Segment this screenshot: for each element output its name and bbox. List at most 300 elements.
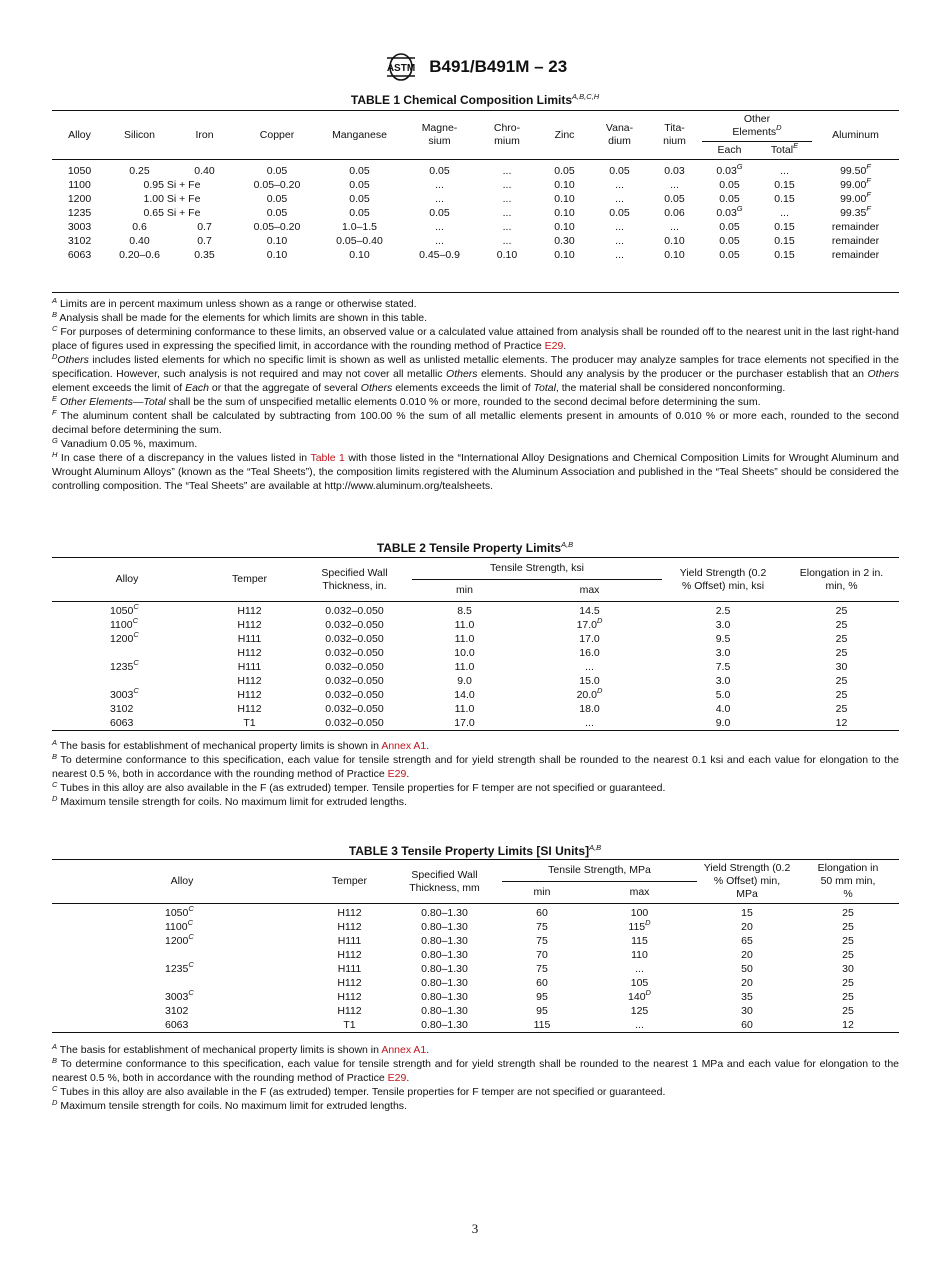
t1-cell-manganese: 0.05 [349, 165, 370, 177]
t3-header-elongation: Elongation in 50 mm min, % [797, 860, 899, 904]
t1-cell-silicon: 0.25 [129, 165, 150, 177]
table1-bottom-rule [52, 292, 899, 293]
t1-header-magnesium: Magne-sium [402, 111, 477, 160]
t1-cell-chromium: ... [502, 207, 512, 219]
t2-cell-elong: 25 [835, 605, 848, 617]
t1-cell-silicon: 0.40 [129, 235, 150, 247]
t1-cell-iron: 0.40 [194, 165, 215, 177]
t1-cell-manganese: 0.10 [349, 249, 370, 261]
t1-cell-each: 0.05 [719, 179, 740, 191]
t2-body [52, 602, 899, 731]
t1-cell-alloy: 3102 [67, 235, 92, 247]
t1-header-titanium: Tita-nium [647, 111, 702, 160]
t2-cell-max: $17.0^D$ [576, 616, 603, 631]
table-row [52, 192, 899, 206]
t1-cell-total: 0.15 [774, 179, 795, 191]
t3-header-max: max [582, 882, 697, 904]
t1-cell-aluminum: $99.00^F$ [840, 190, 871, 205]
t3-cell-max: 105 [630, 977, 649, 989]
t3-cell-alloy: $1200^C$ [165, 932, 194, 947]
t1-cell-alloy: 1100 [68, 179, 91, 191]
t2-note-c: $^C$ Tubes in this alloy are also available in the F (as extruded) temper. Tensile properties for F temper are not specified or guaranteed. [52, 780, 666, 794]
t2-cell-temper: H111 [237, 633, 262, 645]
t1-cell-copper: 0.10 [266, 235, 288, 247]
t1-header-each: Each [702, 142, 757, 160]
t3-cell-max: ... [635, 1019, 644, 1031]
t1-header-other-elements: Other Elements$^D$ [702, 111, 812, 142]
t3-cell-wall: 0.80–1.30 [421, 1019, 468, 1031]
t3-cell-temper: H111 [337, 935, 362, 947]
t3-cell-wall: 0.80–1.30 [421, 963, 468, 975]
t3-cell-max: $115^D$ [628, 918, 651, 933]
t1-cell-vanadium: ... [615, 221, 624, 233]
t2-cell-wall: 0.032–0.050 [325, 689, 384, 701]
table-row [52, 234, 899, 248]
t1-note-b: $^B$ Analysis shall be made for the elements for which limits are shown in this table. [52, 310, 428, 324]
t2-cell-elong: 25 [835, 633, 848, 645]
t1-header-alloy: Alloy [52, 111, 107, 160]
t2-header-elongation: Elongation in 2 in. min, % [784, 558, 899, 602]
t2-cell-max: 14.5 [579, 605, 600, 617]
t2-cell-yield: 9.5 [715, 633, 731, 645]
t3-cell-temper: H112 [337, 921, 362, 933]
t3-cell-wall: 0.80–1.30 [421, 921, 468, 933]
t2-cell-alloy [52, 674, 202, 688]
table1-footnotes [52, 297, 899, 493]
t2-note-d: $^D$ Maximum tensile strength for coils. No maximum limit for extruded lengths. [52, 794, 407, 808]
t2-cell-elong: 25 [835, 675, 848, 687]
t1-cell-each: 0.05 [719, 221, 740, 233]
t1-cell-each: 0.05 [719, 193, 740, 205]
t3-cell-yield: 20 [741, 977, 753, 989]
t1-cell-zinc: 0.10 [554, 207, 575, 219]
table3-title: TABLE 3 Tensile Property Limits [SI Units]$^{A,B}$ [348, 843, 602, 858]
t1-cell-si-fe: 1.00 Si + Fe [143, 193, 201, 205]
table-row [52, 1018, 899, 1033]
t1-cell-magnesium: 0.05 [429, 207, 450, 219]
t3-header-yield: Yield Strength (0.2 % Offset) min, MPa [697, 860, 797, 904]
t1-cell-titanium: 0.10 [664, 235, 685, 247]
t3-cell-max: ... [635, 963, 644, 975]
t3-cell-elong: 25 [842, 1005, 854, 1017]
t2-cell-yield: 5.0 [715, 689, 731, 701]
t1-cell-aluminum: $99.35^F$ [840, 204, 871, 219]
t3-note-c: $^C$ Tubes in this alloy are also available in the F (as extruded) temper. Tensile properties for F temper are not specified or guaranteed. [52, 1084, 666, 1098]
table-row [52, 602, 899, 619]
t1-cell-manganese: 1.0–1.5 [341, 221, 378, 233]
t1-note-c: $^C$ For purposes of determining conformance to these limits, an observed value or a calculated value attained from analysis shall be rounded off to the nearest unit in the last right-hand place of figures used in expressing the specified limit, in accordance with the rounding method of Practice E29. [52, 324, 899, 352]
t1-header-silicon: Silicon [107, 111, 172, 160]
t2-cell-max: 17.0 [579, 633, 600, 645]
t1-cell-aluminum: remainder [831, 235, 880, 247]
t1-cell-titanium: 0.05 [664, 193, 685, 205]
t2-cell-max: ... [585, 661, 594, 673]
t3-cell-wall: 0.80–1.30 [421, 1005, 468, 1017]
table-row [52, 920, 899, 934]
t1-note-h: $^H$ In case there of a discrepancy in the values listed in Table 1 with those listed in the “International Alloy Designations and Chemical Composition Limits for Wrought Aluminum and Wrought Aluminum Alloys” (known as the “Teal Sheets”), the composition limits registered with the Aluminum Association and published in the “Teal Sheets” should be considered the controlling composition. The “Teal Sheets” are available at http://www.aluminum.org/tealsheets. [52, 450, 900, 492]
t2-cell-wall: 0.032–0.050 [325, 633, 384, 645]
t1-cell-magnesium: ... [435, 221, 444, 233]
t1-note-e: $^E$ Other Elements—Total shall be the sum of unspecified metallic elements 0.010 % or more, rounded to the second decimal before determining the sum. [52, 394, 761, 408]
t3-cell-alloy: $1235^C$ [165, 960, 194, 975]
t1-cell-zinc: 0.10 [554, 179, 575, 191]
t3-cell-min: 75 [536, 963, 548, 975]
t3-cell-wall: 0.80–1.30 [421, 907, 468, 919]
astm-logo-icon [383, 50, 419, 84]
t3-note-d: $^D$ Maximum tensile strength for coils. No maximum limit for extruded lengths. [52, 1098, 407, 1112]
table2-title: TABLE 2 Tensile Property Limits$^{A,B}$ [376, 540, 574, 555]
t1-cell-total: 0.15 [774, 235, 795, 247]
t2-cell-max: ... [585, 717, 594, 729]
t2-cell-wall: 0.032–0.050 [325, 703, 384, 715]
t1-cell-vanadium: 0.05 [609, 207, 630, 219]
t2-cell-min: 11.0 [454, 703, 475, 715]
t1-cell-vanadium: 0.05 [609, 165, 630, 177]
table-row [52, 248, 899, 262]
t1-header-zinc: Zinc [537, 111, 592, 160]
t1-cell-vanadium: ... [615, 179, 624, 191]
t1-header-copper: Copper [237, 111, 317, 160]
t3-cell-elong: 25 [842, 935, 854, 947]
t2-cell-elong: 25 [835, 647, 848, 659]
t2-cell-max: $20.0^D$ [576, 686, 603, 701]
t2-cell-wall: 0.032–0.050 [325, 717, 384, 729]
t3-cell-elong: 12 [842, 1019, 854, 1031]
t2-note-a: $^A$ The basis for establishment of mechanical property limits is shown in Annex A1. [52, 738, 430, 752]
t2-cell-temper: H112 [237, 619, 262, 631]
t2-cell-elong: 25 [835, 703, 848, 715]
t2-header-temper: Temper [202, 558, 297, 602]
t1-cell-magnesium: ... [435, 235, 444, 247]
t1-cell-copper: 0.05–0.20 [253, 221, 301, 233]
t3-cell-wall: 0.80–1.30 [421, 935, 468, 947]
t3-cell-alloy [52, 948, 312, 962]
table3-tensile-limits-si [52, 859, 899, 1033]
t3-cell-alloy: $1100^C$ [165, 918, 194, 933]
table-row [52, 934, 899, 948]
t1-cell-magnesium: 0.05 [429, 165, 450, 177]
t2-header-min: min [412, 580, 517, 602]
t3-cell-temper: H112 [337, 949, 362, 961]
table1-title: TABLE 1 Chemical Composition Limits$^{A,B,C,H}$ [350, 92, 600, 107]
t1-cell-magnesium: ... [435, 193, 444, 205]
t3-cell-wall: 0.80–1.30 [421, 991, 468, 1003]
t1-header-vanadium: Vana-dium [592, 111, 647, 160]
t1-cell-silicon: 0.6 [132, 221, 147, 233]
t1-cell-manganese: 0.05 [349, 193, 370, 205]
t3-header-alloy: Alloy [52, 860, 312, 904]
t1-cell-chromium: ... [502, 235, 512, 247]
t1-note-d: $^D$Others includes listed elements for which no specific limit is shown as well as unlisted metallic elements. The producer may analyze samples for trace elements not specified in the specification. However, such analysis is not required and may not cover all metallic Others elements. Should any analysis by the producer or the purchaser establish that an Others element exceeds the limit of Each or that the aggregate of several Others elements exceeds the limit of Total, the material shall be considered nonconforming. [52, 352, 900, 394]
t1-cell-alloy: 1235 [67, 207, 92, 219]
t3-cell-min: 95 [536, 991, 548, 1003]
table-row [52, 674, 899, 688]
t1-cell-total: 0.15 [774, 249, 795, 261]
t1-cell-aluminum: $99.00^F$ [840, 176, 871, 191]
t3-cell-min: 95 [536, 1005, 548, 1017]
table2-footnotes [52, 739, 899, 809]
t1-cell-titanium: ... [670, 221, 679, 233]
t3-cell-alloy: $1050^C$ [165, 904, 194, 919]
t1-cell-alloy: 6063 [67, 249, 92, 261]
t1-cell-chromium: ... [502, 179, 512, 191]
t1-cell-total: ... [780, 165, 789, 177]
t1-cell-vanadium: ... [615, 193, 624, 205]
t3-cell-temper: H112 [337, 991, 362, 1003]
t3-cell-elong: 30 [842, 963, 854, 975]
t1-cell-total: ... [780, 207, 789, 219]
t3-cell-wall: 0.80–1.30 [421, 977, 468, 989]
t1-cell-aluminum: remainder [831, 221, 880, 233]
t2-cell-elong: 25 [835, 689, 848, 701]
t1-cell-manganese: 0.05 [349, 207, 370, 219]
t3-cell-max: 110 [631, 949, 648, 961]
t1-header-aluminum: Aluminum [812, 111, 899, 160]
t1-cell-silicon: 0.20–0.6 [119, 249, 160, 261]
table-row [52, 618, 899, 632]
table-row [52, 688, 899, 702]
t2-header-tensile: Tensile Strength, ksi [490, 562, 584, 574]
t1-cell-each: 0.05 [719, 235, 740, 247]
t2-cell-temper: H112 [237, 689, 262, 701]
t1-cell-titanium: 0.10 [664, 249, 685, 261]
t1-cell-titanium: ... [670, 179, 679, 191]
t2-cell-temper: H112 [237, 675, 262, 687]
annex-a1-link[interactable]: Annex A1 [381, 1044, 427, 1056]
t2-cell-temper: H112 [237, 605, 262, 617]
t2-cell-wall: 0.032–0.050 [325, 619, 384, 631]
t3-cell-yield: 65 [741, 935, 753, 947]
t1-cell-si-fe: 0.95 Si + Fe [143, 179, 201, 191]
t3-cell-min: 115 [533, 1019, 551, 1031]
t3-note-b: $^B$ To determine conformance to this specification, each value for tensile strength and for yield strength shall be rounded to the nearest 1 MPa and each value for elongation to the nearest 0.5 %, both in accordance with the rounding method of Practice E29. [52, 1056, 899, 1084]
table-row [52, 716, 899, 731]
table-row [52, 660, 899, 674]
t3-cell-yield: 35 [741, 991, 753, 1003]
t3-cell-alloy: $3003^C$ [165, 988, 194, 1003]
svg-text:ASTM: ASTM [386, 63, 415, 74]
t1-cell-chromium: 0.10 [496, 249, 518, 261]
t1-cell-magnesium: 0.45–0.9 [419, 249, 460, 261]
table-row [52, 962, 899, 976]
t3-cell-min: 75 [536, 921, 548, 933]
t1-cell-copper: 0.05 [266, 193, 288, 205]
t3-cell-elong: 25 [842, 949, 854, 961]
table-row [52, 976, 899, 990]
table1-chemical-composition [52, 110, 899, 262]
table-row [52, 702, 899, 716]
t2-note-b: $^B$ To determine conformance to this specification, each value for tensile strength and for yield strength shall be rounded to the nearest 0.1 ksi and each value for elongation to the nearest 0.5 %, both in accordance with the rounding method of Practice E29. [52, 752, 899, 780]
t3-cell-yield: 20 [741, 921, 753, 933]
practice-e29-link[interactable]: E29 [387, 1072, 407, 1084]
table-row [52, 206, 899, 220]
t3-cell-elong: 25 [842, 921, 854, 933]
t3-cell-yield: 30 [741, 1005, 753, 1017]
t2-header-max: max [517, 580, 662, 602]
t3-cell-temper: T1 [343, 1019, 356, 1031]
t2-cell-wall: 0.032–0.050 [325, 647, 384, 659]
table1-link[interactable]: Table 1 [310, 452, 345, 464]
t2-cell-temper: H111 [237, 661, 262, 673]
t1-note-f: $^F$ The aluminum content shall be calculated by subtracting from 100.00 % the sum of all metallic elements present in amounts of 0.010 % or more each, rounded to the second decimal before determining the sum. [52, 408, 899, 436]
t1-cell-each: 0.05 [719, 249, 740, 261]
t1-cell-titanium: 0.06 [664, 207, 685, 219]
table-row [52, 904, 899, 921]
t2-cell-max: 16.0 [579, 647, 600, 659]
t3-cell-temper: H111 [337, 963, 362, 975]
t2-cell-yield: 7.5 [715, 661, 731, 673]
t1-cell-manganese: 0.05 [349, 179, 370, 191]
t1-cell-titanium: 0.03 [664, 165, 685, 177]
t3-cell-min: 60 [536, 907, 548, 919]
t1-cell-zinc: 0.10 [554, 249, 575, 261]
table-row [52, 948, 899, 962]
t3-cell-temper: H112 [337, 907, 362, 919]
t3-body [52, 904, 899, 1033]
t2-cell-alloy [52, 646, 202, 660]
t3-cell-min: 75 [536, 935, 548, 947]
annex-a1-link[interactable]: Annex A1 [381, 740, 427, 752]
practice-e29-link[interactable]: E29 [387, 768, 407, 780]
t2-cell-wall: 0.032–0.050 [325, 675, 384, 687]
t1-header-total: Total$^E$ [757, 142, 812, 160]
t2-cell-yield: 3.0 [715, 647, 731, 659]
t3-cell-elong: 25 [842, 991, 854, 1003]
page-number: 3 [471, 1221, 479, 1236]
t3-cell-yield: 60 [741, 1019, 753, 1031]
t2-cell-elong: 30 [835, 661, 848, 673]
t2-cell-yield: 4.0 [715, 703, 731, 715]
t2-cell-alloy: $1200^C$ [110, 630, 139, 645]
t1-cell-zinc: 0.05 [554, 165, 575, 177]
t1-cell-zinc: 0.10 [554, 221, 575, 233]
t3-cell-yield: 20 [741, 949, 753, 961]
t2-cell-alloy: $1050^C$ [110, 602, 139, 617]
t2-cell-min: 9.0 [457, 675, 472, 687]
t1-cell-total: 0.15 [774, 221, 795, 233]
t2-cell-elong: 25 [835, 619, 848, 631]
t1-cell-each: $0.03^G$ [716, 204, 743, 219]
t1-cell-copper: 0.10 [266, 249, 288, 261]
t2-cell-max: 15.0 [579, 675, 600, 687]
t1-cell-chromium: ... [502, 165, 512, 177]
t1-header-iron: Iron [172, 111, 237, 160]
t3-cell-max: 115 [631, 935, 648, 947]
t3-cell-temper: H112 [337, 1005, 362, 1017]
t2-cell-temper: H112 [237, 703, 262, 715]
t2-cell-wall: 0.032–0.050 [325, 661, 384, 673]
t1-cell-alloy: 1200 [67, 193, 92, 205]
t2-cell-alloy: $1235^C$ [110, 658, 139, 673]
table2-tensile-limits [52, 557, 899, 731]
t2-cell-alloy: $3003^C$ [110, 686, 139, 701]
t1-header-chromium: Chro-mium [477, 111, 537, 160]
t3-cell-max: 100 [630, 907, 649, 919]
t1-cell-copper: 0.05 [266, 165, 288, 177]
t1-cell-each: $0.03^G$ [716, 162, 743, 177]
t1-cell-zinc: 0.10 [554, 193, 575, 205]
t1-note-g: $^G$ Vanadium 0.05 %, maximum. [52, 436, 198, 450]
t3-cell-min: 70 [536, 949, 548, 961]
t3-cell-alloy: 3102 [165, 1005, 189, 1017]
t1-cell-alloy: 1050 [67, 165, 92, 177]
table-row [52, 990, 899, 1004]
t1-cell-vanadium: ... [615, 235, 624, 247]
t1-cell-copper: 0.05 [266, 207, 288, 219]
t1-cell-aluminum: $99.50^F$ [840, 162, 871, 177]
document-designation: B491/B491M – 23 [429, 57, 568, 76]
t1-cell-iron: 0.7 [197, 221, 212, 233]
t1-cell-alloy: 3003 [67, 221, 92, 233]
t3-cell-max: 125 [630, 1005, 649, 1017]
t3-cell-alloy [52, 976, 312, 990]
t2-cell-temper: T1 [243, 717, 256, 729]
t2-cell-max: 18.0 [579, 703, 600, 715]
t3-cell-temper: H112 [337, 977, 362, 989]
t2-cell-temper: H112 [237, 647, 262, 659]
t1-note-a: $^A$ Limits are in percent maximum unless shown as a range or otherwise stated. [52, 296, 417, 310]
t3-header-wall: Specified Wall Thickness, mm [387, 860, 502, 904]
t1-cell-chromium: ... [502, 193, 512, 205]
t3-cell-elong: 25 [842, 907, 854, 919]
t2-cell-min: 11.0 [454, 619, 475, 631]
t2-cell-elong: 12 [835, 717, 848, 729]
table-row [52, 178, 899, 192]
t1-cell-zinc: 0.30 [554, 235, 575, 247]
t3-cell-alloy: 6063 [165, 1019, 189, 1031]
t3-cell-max: $140^D$ [628, 988, 651, 1003]
t1-header-manganese: Manganese [317, 111, 402, 160]
t2-cell-min: 17.0 [454, 717, 475, 729]
t3-header-tensile: Tensile Strength, MPa [548, 864, 651, 876]
t2-header-wall: Specified Wall Thickness, in. [297, 558, 412, 602]
t2-cell-yield: 3.0 [715, 675, 731, 687]
t1-body [52, 160, 899, 263]
t1-cell-chromium: ... [502, 221, 512, 233]
t3-cell-yield: 15 [741, 907, 753, 919]
t3-cell-min: 60 [536, 977, 548, 989]
table-row [52, 646, 899, 660]
table-row [52, 220, 899, 234]
t3-header-min: min [502, 882, 582, 904]
t2-cell-min: 11.0 [454, 633, 475, 645]
t2-cell-min: 14.0 [454, 689, 475, 701]
t2-cell-alloy: $1100^C$ [110, 616, 139, 631]
t2-cell-yield: 2.5 [715, 605, 731, 617]
t1-cell-si-fe: 0.65 Si + Fe [143, 207, 201, 219]
t2-header-yield: Yield Strength (0.2 % Offset) min, ksi [662, 558, 784, 602]
t2-cell-min: 8.5 [457, 605, 472, 617]
t3-cell-wall: 0.80–1.30 [421, 949, 468, 961]
t3-note-a: $^A$ The basis for establishment of mechanical property limits is shown in Annex A1. [52, 1042, 430, 1056]
t3-cell-elong: 25 [842, 977, 854, 989]
t3-cell-yield: 50 [741, 963, 753, 975]
t2-cell-alloy: 3102 [110, 703, 134, 715]
t1-cell-iron: 0.35 [194, 249, 215, 261]
t2-cell-min: 10.0 [454, 647, 475, 659]
table3-footnotes [52, 1043, 899, 1113]
t3-header-temper: Temper [312, 860, 387, 904]
t2-cell-yield: 3.0 [715, 619, 731, 631]
t2-cell-alloy: 6063 [110, 717, 134, 729]
t1-cell-iron: 0.7 [197, 235, 212, 247]
t2-cell-min: 11.0 [454, 661, 475, 673]
table-row [52, 1004, 899, 1018]
t1-cell-manganese: 0.05–0.40 [336, 235, 383, 247]
practice-e29-link[interactable]: E29 [544, 340, 564, 352]
t1-cell-magnesium: ... [435, 179, 444, 191]
t1-cell-vanadium: ... [615, 249, 624, 261]
